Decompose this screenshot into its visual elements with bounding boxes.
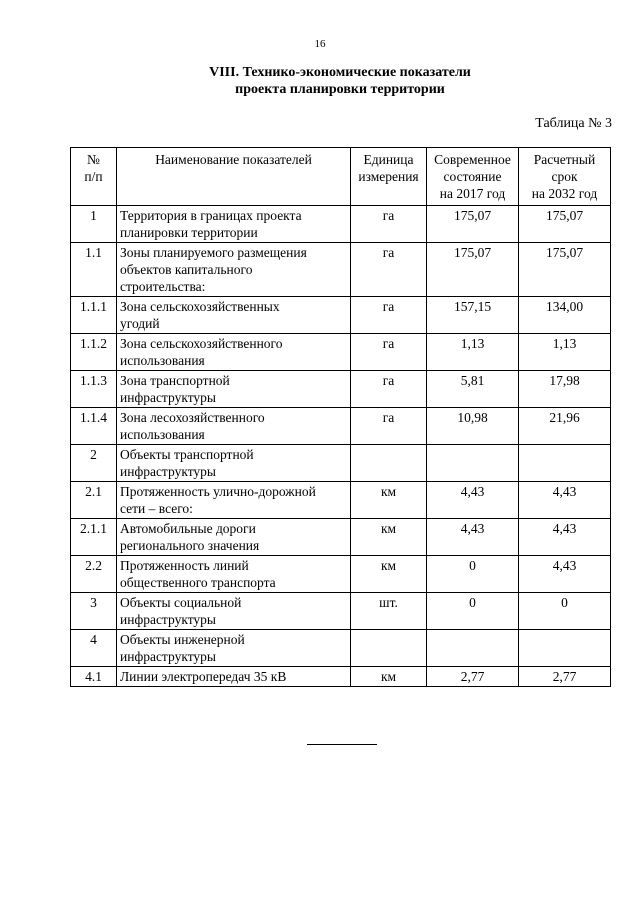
table-row xyxy=(71,408,611,445)
table-header-row xyxy=(71,148,611,206)
row-name: Зоны планируемого размещения объектов капитального строительства: xyxy=(117,243,351,297)
header-planned-period: Расчетный срок на 2032 год xyxy=(519,148,611,206)
row-planned-value xyxy=(519,445,611,482)
row-number: 1 xyxy=(71,206,117,243)
row-planned-value: 175,07 xyxy=(519,206,611,243)
table-row xyxy=(71,482,611,519)
table-row xyxy=(71,445,611,482)
row-number: 2.2 xyxy=(71,556,117,593)
row-name: Протяженность улично-дорожной сети – всего: xyxy=(117,482,351,519)
row-current-value: 5,81 xyxy=(427,371,519,408)
row-current-value: 0 xyxy=(427,593,519,630)
row-unit xyxy=(351,630,427,667)
row-unit: га xyxy=(351,408,427,445)
row-number: 1.1.2 xyxy=(71,334,117,371)
row-number: 2.1 xyxy=(71,482,117,519)
header-number: № п/п xyxy=(71,148,117,206)
table-row xyxy=(71,630,611,667)
table-row xyxy=(71,297,611,334)
table-caption: Таблица № 3 xyxy=(535,116,612,131)
row-name: Линии электропередач 35 кВ xyxy=(117,667,351,687)
row-current-value: 1,13 xyxy=(427,334,519,371)
indicators-table xyxy=(70,147,611,687)
row-name: Объекты инженерной инфраструктуры xyxy=(117,630,351,667)
row-name: Территория в границах проекта планировки территории xyxy=(117,206,351,243)
row-name: Автомобильные дороги регионального значения xyxy=(117,519,351,556)
row-planned-value: 17,98 xyxy=(519,371,611,408)
row-unit: га xyxy=(351,206,427,243)
row-name: Зона лесохозяйственного использования xyxy=(117,408,351,445)
row-unit: га xyxy=(351,371,427,408)
row-current-value: 157,15 xyxy=(427,297,519,334)
table-row xyxy=(71,334,611,371)
row-planned-value: 4,43 xyxy=(519,556,611,593)
row-number: 1.1.4 xyxy=(71,408,117,445)
row-name: Зона сельскохозяйственного использования xyxy=(117,334,351,371)
row-unit: га xyxy=(351,243,427,297)
row-current-value xyxy=(427,445,519,482)
table-row xyxy=(71,556,611,593)
row-unit: км xyxy=(351,482,427,519)
section-heading-line-2: проекта планировки территории xyxy=(235,82,445,97)
row-number: 1.1 xyxy=(71,243,117,297)
row-number: 2.1.1 xyxy=(71,519,117,556)
row-current-value: 2,77 xyxy=(427,667,519,687)
table-row xyxy=(71,243,611,297)
row-name: Зона транспортной инфраструктуры xyxy=(117,371,351,408)
table-row xyxy=(71,593,611,630)
row-number: 1.1.1 xyxy=(71,297,117,334)
table-row xyxy=(71,206,611,243)
section-heading-line-1: VIII. Технико-экономические показатели xyxy=(209,65,471,80)
row-name: Протяженность линий общественного транспорта xyxy=(117,556,351,593)
row-current-value: 4,43 xyxy=(427,482,519,519)
header-current-state: Современное состояние на 2017 год xyxy=(427,148,519,206)
table-row xyxy=(71,667,611,687)
row-unit: км xyxy=(351,556,427,593)
page-number: 16 xyxy=(314,38,326,50)
row-number: 1.1.3 xyxy=(71,371,117,408)
row-planned-value: 4,43 xyxy=(519,482,611,519)
closing-divider-line xyxy=(307,744,377,745)
header-unit: Единица измерения xyxy=(351,148,427,206)
row-current-value: 4,43 xyxy=(427,519,519,556)
row-name: Зона сельскохозяйственных угодий xyxy=(117,297,351,334)
row-planned-value: 2,77 xyxy=(519,667,611,687)
row-current-value: 175,07 xyxy=(427,243,519,297)
row-unit: шт. xyxy=(351,593,427,630)
row-number: 3 xyxy=(71,593,117,630)
table-row xyxy=(71,519,611,556)
row-current-value: 0 xyxy=(427,556,519,593)
row-current-value: 10,98 xyxy=(427,408,519,445)
row-planned-value: 1,13 xyxy=(519,334,611,371)
row-planned-value: 134,00 xyxy=(519,297,611,334)
row-unit: га xyxy=(351,297,427,334)
section-heading xyxy=(0,64,640,98)
row-planned-value xyxy=(519,630,611,667)
row-planned-value: 175,07 xyxy=(519,243,611,297)
row-name: Объекты транспортной инфраструктуры xyxy=(117,445,351,482)
row-name: Объекты социальной инфраструктуры xyxy=(117,593,351,630)
row-planned-value: 0 xyxy=(519,593,611,630)
table-row xyxy=(71,371,611,408)
row-number: 4 xyxy=(71,630,117,667)
row-current-value: 175,07 xyxy=(427,206,519,243)
row-planned-value: 21,96 xyxy=(519,408,611,445)
row-number: 4.1 xyxy=(71,667,117,687)
row-current-value xyxy=(427,630,519,667)
row-unit: км xyxy=(351,519,427,556)
row-unit xyxy=(351,445,427,482)
row-number: 2 xyxy=(71,445,117,482)
row-unit: га xyxy=(351,334,427,371)
header-name: Наименование показателей xyxy=(117,148,351,206)
row-unit: км xyxy=(351,667,427,687)
row-planned-value: 4,43 xyxy=(519,519,611,556)
